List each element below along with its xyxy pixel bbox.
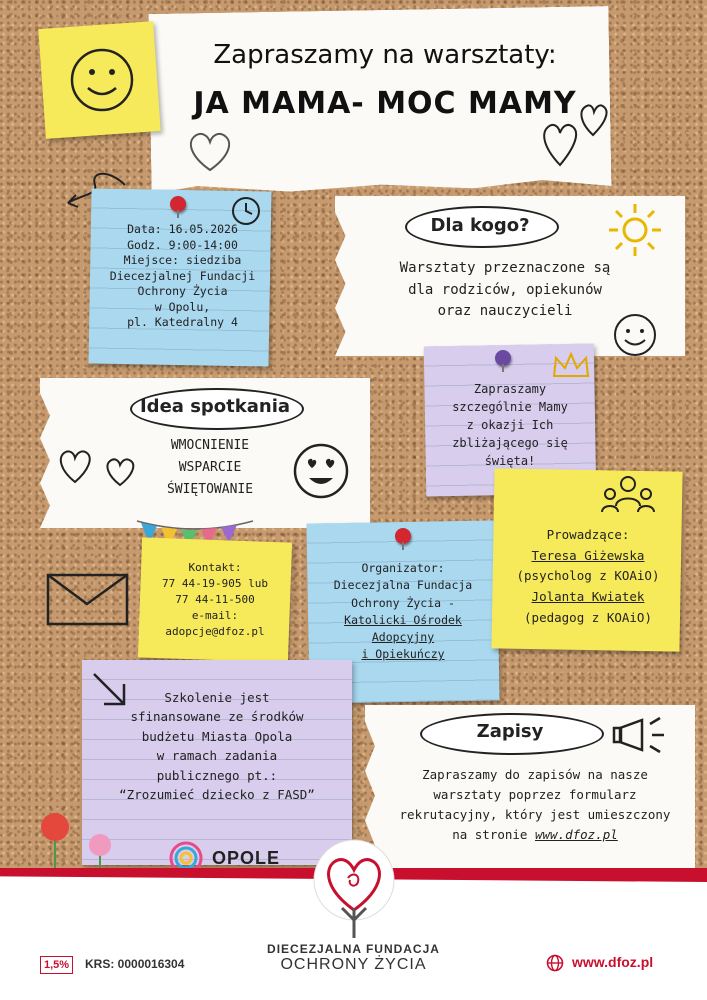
people-group-icon xyxy=(600,472,656,518)
contact-label: Kontakt: xyxy=(188,561,242,574)
organizer-text xyxy=(313,560,493,664)
organizer-link[interactable]: Katolicki Ośrodek xyxy=(344,612,462,627)
flowers-decoration xyxy=(30,805,125,875)
foundation-name-line1: DIECEZJALNA FUNDACJA xyxy=(267,942,440,956)
place-line: Ochrony Życia xyxy=(137,284,228,299)
meeting-idea-title: Idea spotkania xyxy=(139,396,291,417)
crown-icon xyxy=(550,350,592,382)
header-line1: Zapraszamy na warsztaty: xyxy=(213,40,557,70)
foundation-name xyxy=(240,942,467,974)
phone-number[interactable]: 77 44-11-500 xyxy=(175,592,255,606)
funding-line: sfinansowane ze środków xyxy=(130,709,304,725)
place-line: pl. Katedralny 4 xyxy=(127,315,238,330)
registration-line xyxy=(375,825,695,845)
heart-outline-icon xyxy=(185,128,235,173)
mothers-invitation-text xyxy=(430,380,590,470)
target-group-title: Dla kogo? xyxy=(430,215,530,236)
hosts-text xyxy=(498,525,678,628)
red-pushpin xyxy=(170,196,186,212)
host-role: (psycholog z KOAiO) xyxy=(516,568,660,584)
smiley-face-icon xyxy=(62,40,142,120)
target-line: oraz nauczycieli xyxy=(437,303,573,320)
idea-line: WMOCNIENIE xyxy=(170,438,250,453)
organizer-link[interactable]: i Opiekuńczy xyxy=(361,647,445,662)
red-pushpin xyxy=(395,528,411,544)
place-line: Diecezjalnej Fundacji xyxy=(109,268,256,283)
registration-prefix: na stronie xyxy=(452,827,535,842)
mothers-line: święta! xyxy=(484,454,536,468)
registration-line: Zapraszamy do zapisów na nasze xyxy=(422,767,648,782)
krs-number: KRS: 0000016304 xyxy=(85,957,185,971)
organizer-line: Diecezjalna Fundacja xyxy=(333,578,473,593)
header-title xyxy=(175,40,595,121)
funding-text xyxy=(87,688,347,804)
mothers-line: zbliżającego się xyxy=(452,436,568,450)
website-link[interactable]: www.dfoz.pl xyxy=(535,827,618,842)
mothers-line: Zapraszamy xyxy=(473,382,547,396)
funding-line: budżetu Miasta Opola xyxy=(141,728,293,744)
registration-text xyxy=(375,765,695,845)
tax-badge: 1,5% xyxy=(40,956,73,974)
contact-text xyxy=(140,560,290,640)
header-line2: JA MAMA- MOC MAMY xyxy=(193,86,577,121)
idea-line: WSPARCIE xyxy=(178,460,242,476)
funding-line: publicznego pt.: xyxy=(156,767,278,783)
envelope-icon xyxy=(45,572,130,627)
funding-line: Szkolenie jest xyxy=(164,690,270,705)
hosts-title: Prowadzące: xyxy=(546,527,630,542)
funding-line: w ramach zadania xyxy=(156,748,278,764)
email-link[interactable]: adopcje@dfoz.pl xyxy=(165,624,265,638)
idea-line: ŚWIĘTOWANIE xyxy=(166,482,254,498)
time-line: Godz. 9:00-14:00 xyxy=(127,237,238,252)
target-group-text xyxy=(360,258,650,323)
email-label: e-mail: xyxy=(191,608,239,622)
sun-icon xyxy=(605,200,665,260)
funding-line: “Zrozumieć dziecko z FASD” xyxy=(119,786,315,802)
host-name[interactable]: Teresa Giżewska xyxy=(531,547,645,563)
date-line: Data: 16.05.2026 xyxy=(127,222,238,236)
organizer-link[interactable]: Adopcyjny xyxy=(371,630,435,644)
place-line: w Opolu, xyxy=(154,299,211,314)
host-name[interactable]: Jolanta Kwiatek xyxy=(531,588,645,604)
foundation-logo xyxy=(312,838,396,943)
host-role: (pedagog z KOAiO) xyxy=(524,609,652,625)
meeting-idea-text xyxy=(125,435,295,501)
target-line: dla rodziców, opiekunów xyxy=(408,281,602,298)
registration-line: warsztaty poprzez formularz xyxy=(433,787,637,802)
target-line: Warsztaty przeznaczone są xyxy=(399,260,611,276)
foundation-name-line2: OCHRONY ŻYCIA xyxy=(280,956,427,973)
megaphone-icon xyxy=(612,710,672,760)
mothers-line: szczególnie Mamy xyxy=(452,400,568,414)
smiley-face-icon xyxy=(610,310,660,360)
hearts-doodle-icon xyxy=(55,440,145,490)
date-location-text xyxy=(95,222,270,331)
registration-title: Zapisy xyxy=(476,721,544,742)
globe-icon xyxy=(546,954,564,972)
hearts-doodle-icon xyxy=(535,85,615,175)
mothers-line: z okazji Ich xyxy=(466,418,554,432)
phone-number[interactable]: 77 44-19-905 lub xyxy=(162,576,268,590)
purple-pushpin xyxy=(495,350,511,366)
organizer-line: Organizator: xyxy=(361,561,445,575)
footer-website-link[interactable]: www.dfoz.pl xyxy=(572,954,654,970)
registration-line: rekrutacyjny, który jest umieszczony xyxy=(399,807,671,822)
heart-eyes-smiley-icon xyxy=(290,440,352,502)
place-line: Miejsce: siedziba xyxy=(123,253,242,268)
opole-logo-text: OPOLE xyxy=(212,847,281,868)
organizer-line: Ochrony Życia - xyxy=(351,595,455,610)
